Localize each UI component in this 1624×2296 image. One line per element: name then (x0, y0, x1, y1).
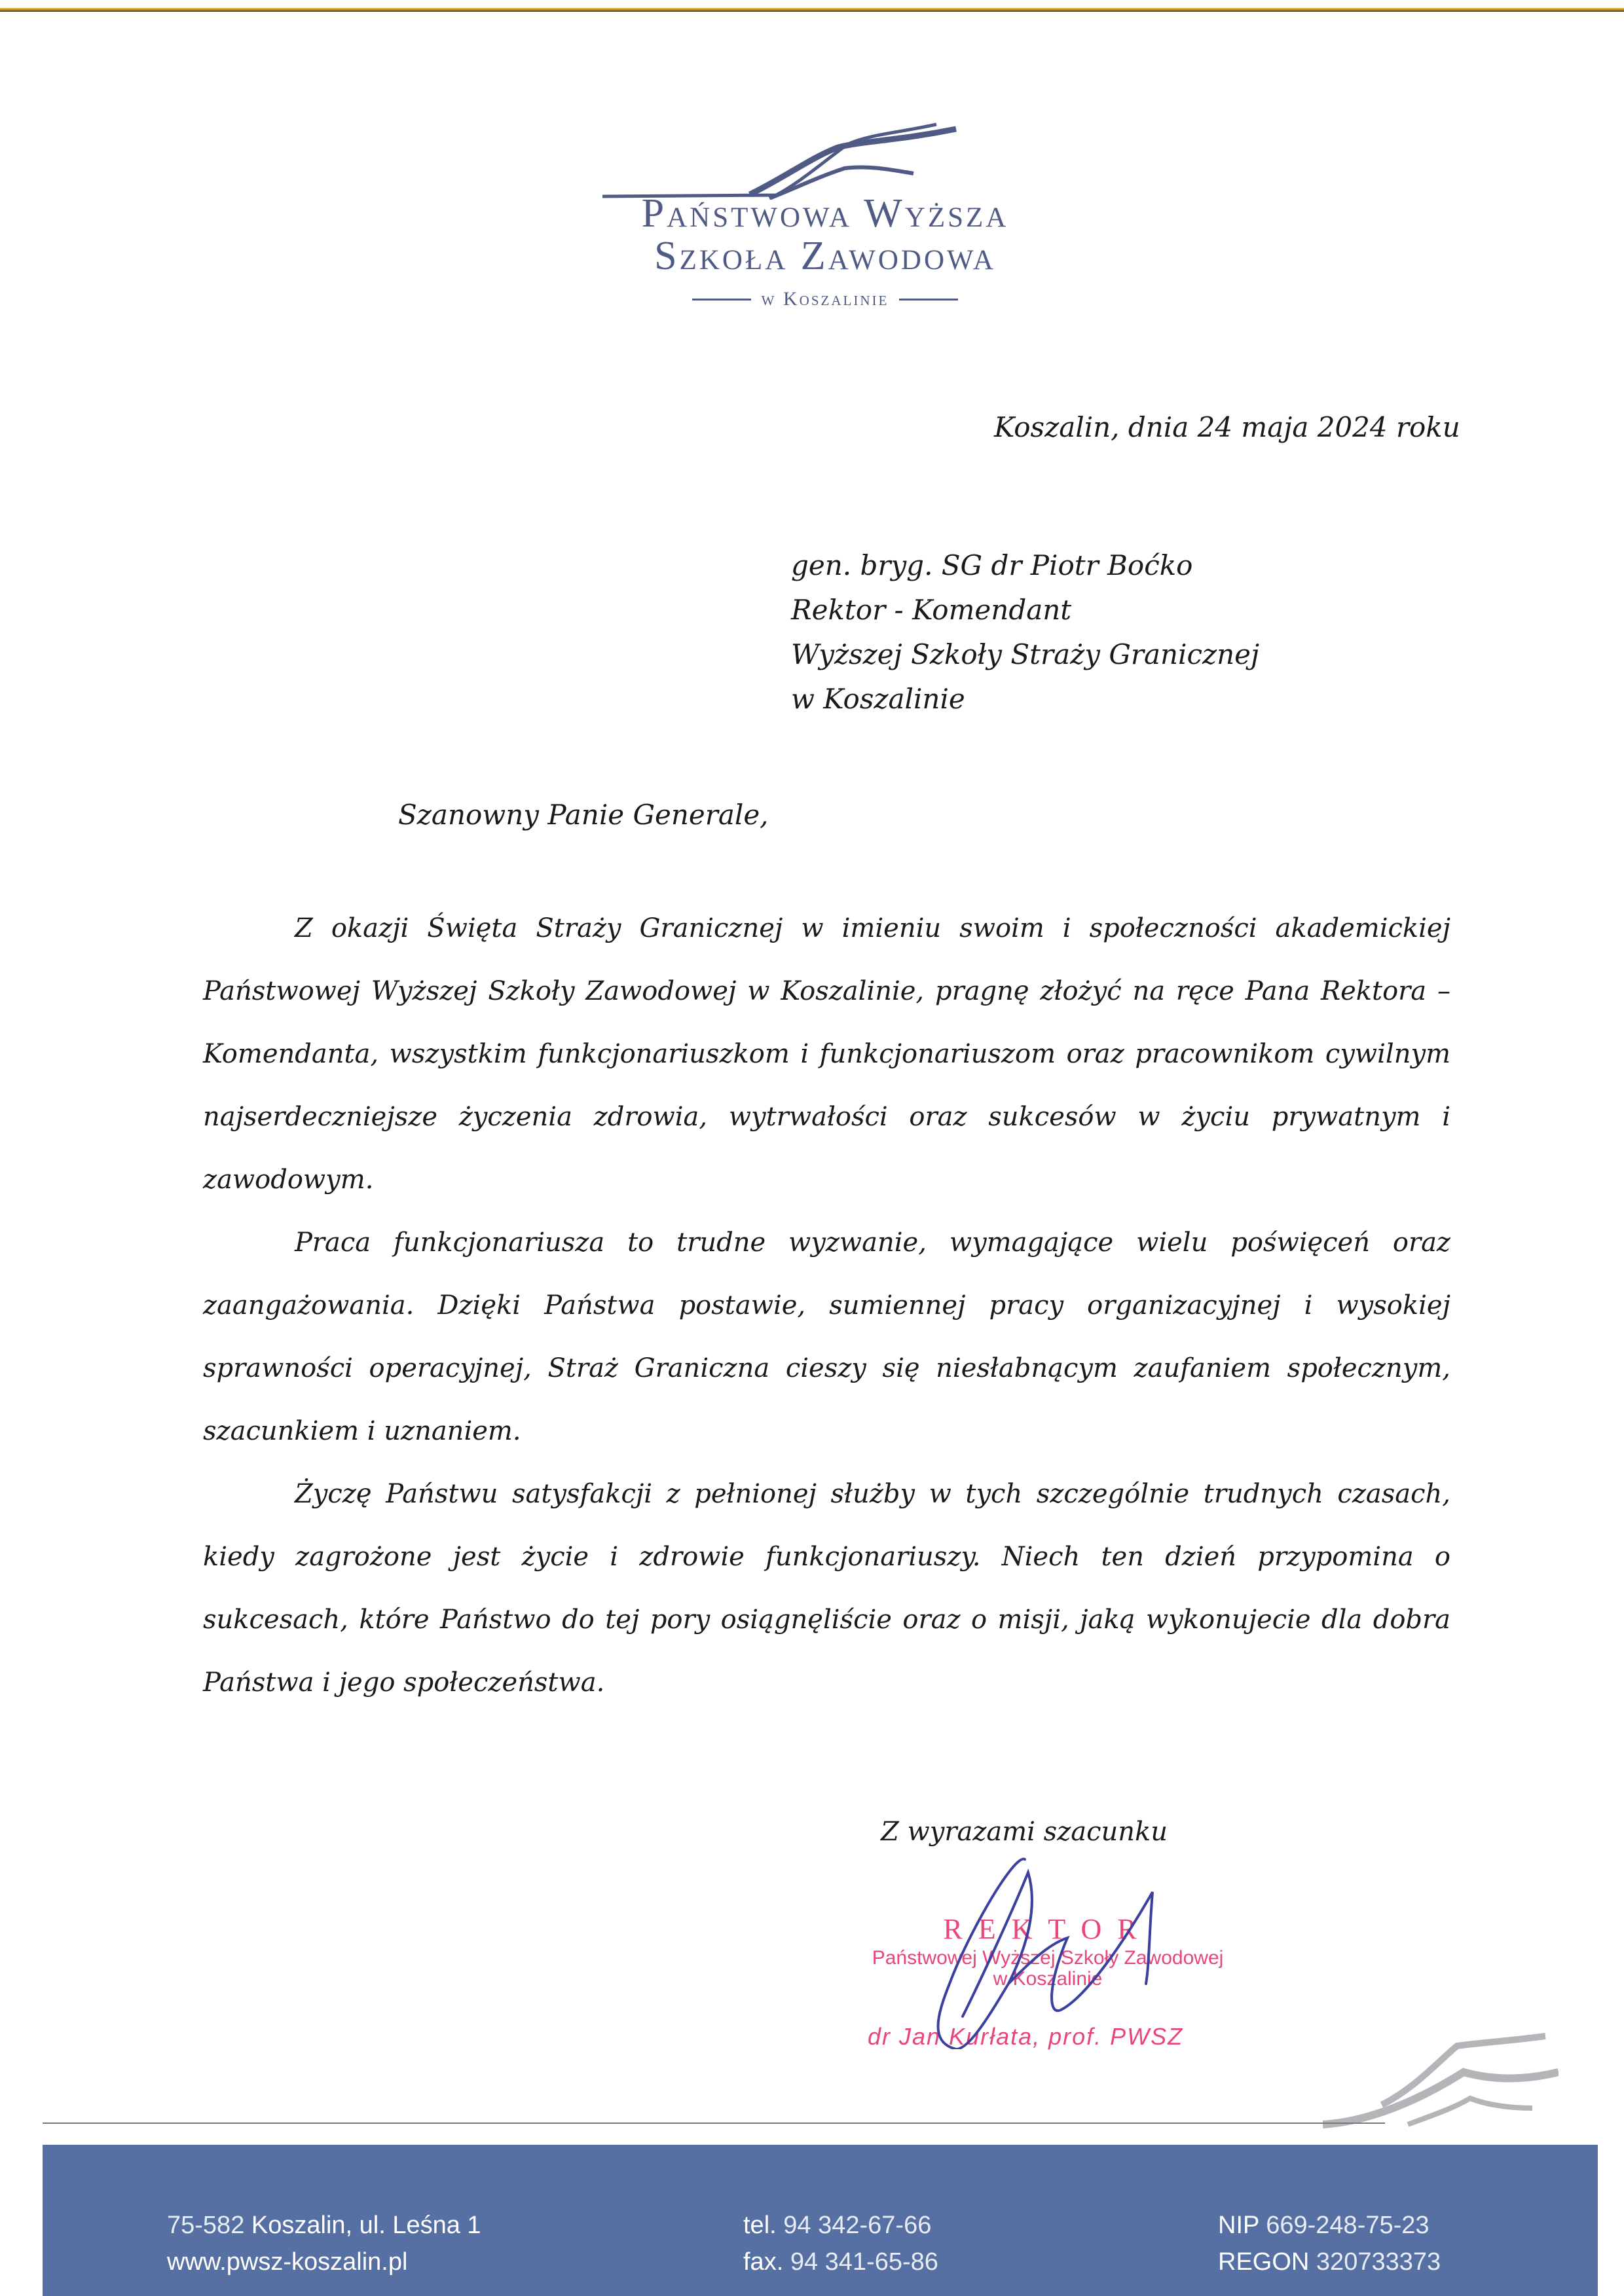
regon-number: 320733373 (1316, 2248, 1441, 2276)
regon-label: REGON (1218, 2248, 1310, 2276)
letterhead-line1: Państwowa Wyższa (641, 191, 1009, 236)
scan-edge (0, 8, 1624, 12)
letterhead-city: w Koszalinie (761, 288, 889, 310)
fax-label: fax. (743, 2248, 784, 2276)
nip-label: NIP (1218, 2212, 1259, 2239)
website-link[interactable]: www.pwsz-koszalin.pl (167, 2248, 408, 2276)
letter-body (203, 897, 1450, 1714)
salutation: Szanowny Panie Generale, (398, 799, 769, 831)
footer-divider (43, 2123, 1385, 2124)
tel-label: tel. (743, 2212, 777, 2239)
stamp-name: dr Jan Kurłata, prof. PWSZ (868, 2023, 1184, 2050)
recipient-block (791, 543, 1259, 721)
date-line: Koszalin, dnia 24 maja 2024 roku (994, 411, 1460, 443)
letterhead-subtitle (589, 288, 1061, 310)
tel-number: 94 342-67-66 (783, 2212, 932, 2239)
letterhead-line2: Szkoła Zawodowa (654, 234, 996, 278)
waves-logo-icon (589, 121, 1061, 200)
stamp-city: w Koszalinie (993, 1967, 1103, 1990)
street-address: Koszalin, ul. Leśna 1 (251, 2212, 481, 2239)
body-paragraph: Praca funkcjonariusza to trudne wyzwanie, wymagające wielu poświęceń oraz zaangażowania. Dzięki Państwa postawie, sumiennej pracy organizacyjnej i wysokiej sprawności operacyjnej, Straż Graniczna cieszy się niesłabnącym zaufaniem społecznym, szacunkiem i uznaniem. (203, 1228, 1450, 1446)
recipient-line: w Koszalinie (791, 683, 965, 715)
recipient-line: Wyższej Szkoły Straży Granicznej (791, 638, 1260, 670)
recipient-line: gen. bryg. SG dr Piotr Boćko (791, 549, 1193, 581)
body-paragraph: Życzę Państwu satysfakcji z pełnionej służby w tych szczególnie trudnych czasach, kiedy zagrożone jest życie i zdrowie funkcjonariuszy. Niech ten dzień przypomina o sukcesach, które Państwo do tej pory osiągnęliście oraz o misji, jaką wykonujecie dla dobra Państwa i jego społeczeństwa. (203, 1479, 1450, 1698)
body-paragraph: Z okazji Święta Straży Granicznej w imieniu swoim i społeczności akademickiej Państwowej Wyższej Szkoły Zawodowej w Koszalinie, pragnę złożyć na ręce Pana Rektora – Komendanta, wszystkim funkcjonariuszkom i funkcjonariuszom oraz pracownikom cywilnym najserdeczniejsze życzenia zdrowia, wytrwałości oraz sukcesów w życiu prywatnym i zawodowym. (203, 913, 1450, 1195)
footer-contact (743, 2207, 938, 2280)
footer-address (167, 2207, 481, 2280)
nip-number: 669-248-75-23 (1266, 2212, 1430, 2239)
footer-bar (43, 2145, 1598, 2296)
closing: Z wyrazami szacunku (881, 1817, 1168, 1847)
signature-icon (917, 1853, 1205, 2049)
stamp-org: Państwowej Wyższej Szkoły Zawodowej (872, 1947, 1224, 1969)
postal-code: 75-582 (167, 2212, 245, 2239)
divider (692, 299, 751, 301)
footer-waves-icon (1323, 2016, 1559, 2134)
fax-number: 94 341-65-86 (790, 2248, 938, 2276)
stamp-title: REKTOR (943, 1913, 1153, 1945)
recipient-line: Rektor - Komendant (791, 594, 1072, 626)
divider (899, 299, 958, 301)
footer-ids (1218, 2207, 1441, 2280)
